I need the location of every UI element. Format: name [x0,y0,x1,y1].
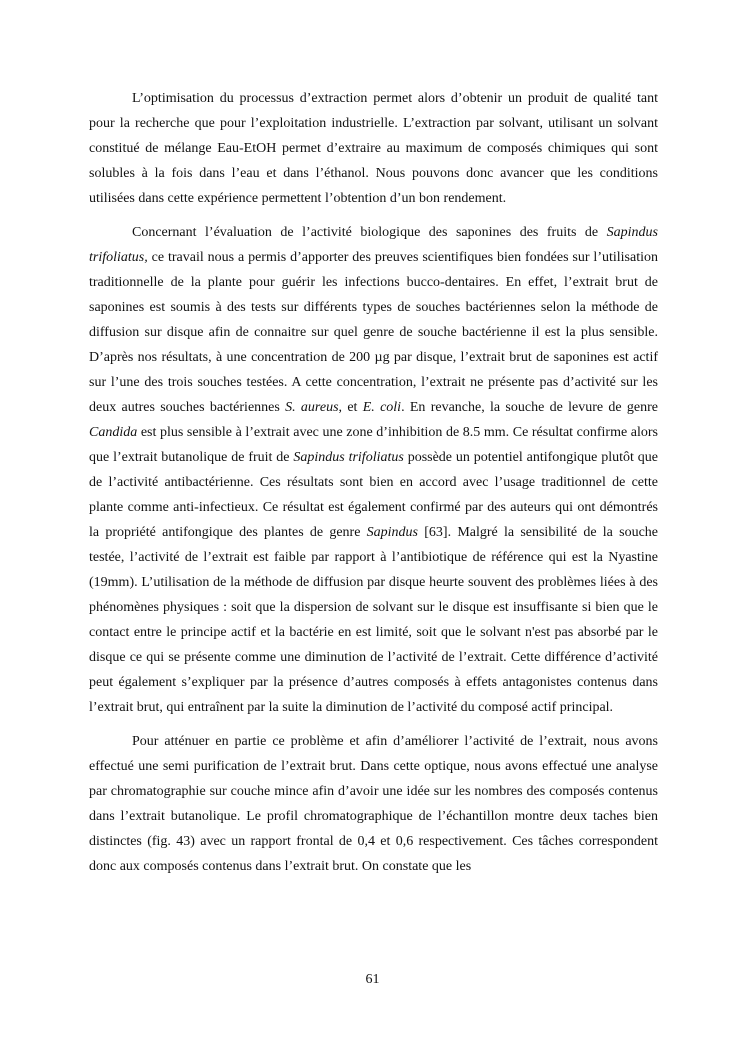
text-segment: Concernant l’évaluation de l’activité biologique des saponines des fruits de [132,225,607,240]
paragraph-purification [89,729,658,879]
text-segment: L’optimisation du processus d’extraction permet alors d’obtenir un produit de qualité tant pour la recherche que pour l’exploitation industrielle. L’extraction par solvant, utilisant un solvant constitué de mélange Eau-EtOH permet d’extraire au maximum de composés chimiques qui sont solubles à la fois dans l’eau et dans l’éthanol. Nous pouvons donc avancer que les conditions utilisées dans cette expérience permettent l’obtention d’un bon rendement. [89,91,658,206]
text-segment: . En revanche, la souche de levure de genre [401,400,658,415]
page-number: 61 [365,972,380,987]
text-segment: ce travail nous a permis d’apporter des preuves scientifiques bien fondées sur l’utilisation traditionnelle de la plante pour guérir les infections bucco-dentaires. En effet, l’extrait brut de saponines est soumis à des tests sur différents types de souches bactériennes selon la méthode de diffusion sur disque afin de connaitre sur quel genre de souche bactérienne il est la plus sensible. D’après nos résultats, à une concentration de 200 µg par disque, l’extrait brut de saponines est actif sur l’une des trois souches testées. A cette concentration, l’extrait ne présente pas d’activité sur les deux autres souches bactériennes [89,250,658,415]
italic-species-name: Sapindus trifoliatus, [89,225,658,265]
paragraph-biological-activity [89,220,658,720]
text-segment: , et [338,400,363,415]
text-segment: possède un potentiel antifongique plutôt que de l’activité antibactérienne. Ces résultats sont bien en accord avec l’usage traditionnel de cette plante comme anti-infectieux. Ce résultat est également confirmé par des auteurs qui ont démontrés la propriété antifongique des plantes de genre [89,450,659,540]
body-text [89,86,658,888]
text-segment: [63]. Malgré la sensibilité de la souche testée, l’activité de l’extrait est faible par rapport à l’antibiotique de référence qui est la Nyastine (19mm). L’utilisation de la méthode de diffusion par disque heurte souvent des problèmes liées à des phénomènes physiques : soit que la dispersion de solvant sur le disque est insuffisante si bien que le contact entre le principe actif et la bactérie en est limité, soit que le solvant n'est pas absorbé par le disque ce qui se présente comme une diminution de l’activité de l’extrait. Cette différence d’activité peut également s’expliquer par la présence d’autres composés à effets antagonistes contenus dans l’extrait brut, qui entraînent par la suite la diminution de l’activité du composé actif principal. [89,525,658,715]
italic-species-name: Candida [89,425,138,440]
italic-species-name: E. coli [362,400,402,415]
italic-species-name: Sapindus trifoliatus [293,450,404,465]
paragraph-extraction [89,86,658,211]
italic-species-name: Sapindus [366,525,419,540]
text-segment: est plus sensible à l’extrait avec une zone d’inhibition de 8.5 mm. Ce résultat confirme alors que l’extrait butanolique de fruit de [89,425,658,465]
text-segment: Pour atténuer en partie ce problème et afin d’améliorer l’activité de l’extrait, nous avons effectué une semi purification de l’extrait brut. Dans cette optique, nous avons effectué une analyse par chromatographie sur couche mince afin d’avoir une idée sur les nombres des composés contenus dans l’extrait butanolique. Le profil chromatographique de l’échantillon montre deux taches bien distinctes (fig. 43) avec un rapport frontal de 0,4 et 0,6 respectivement. Ces tâches correspondent donc aux composés contenus dans l’extrait brut. On constate que les [89,734,658,874]
italic-species-name: S. aureus [285,400,339,415]
